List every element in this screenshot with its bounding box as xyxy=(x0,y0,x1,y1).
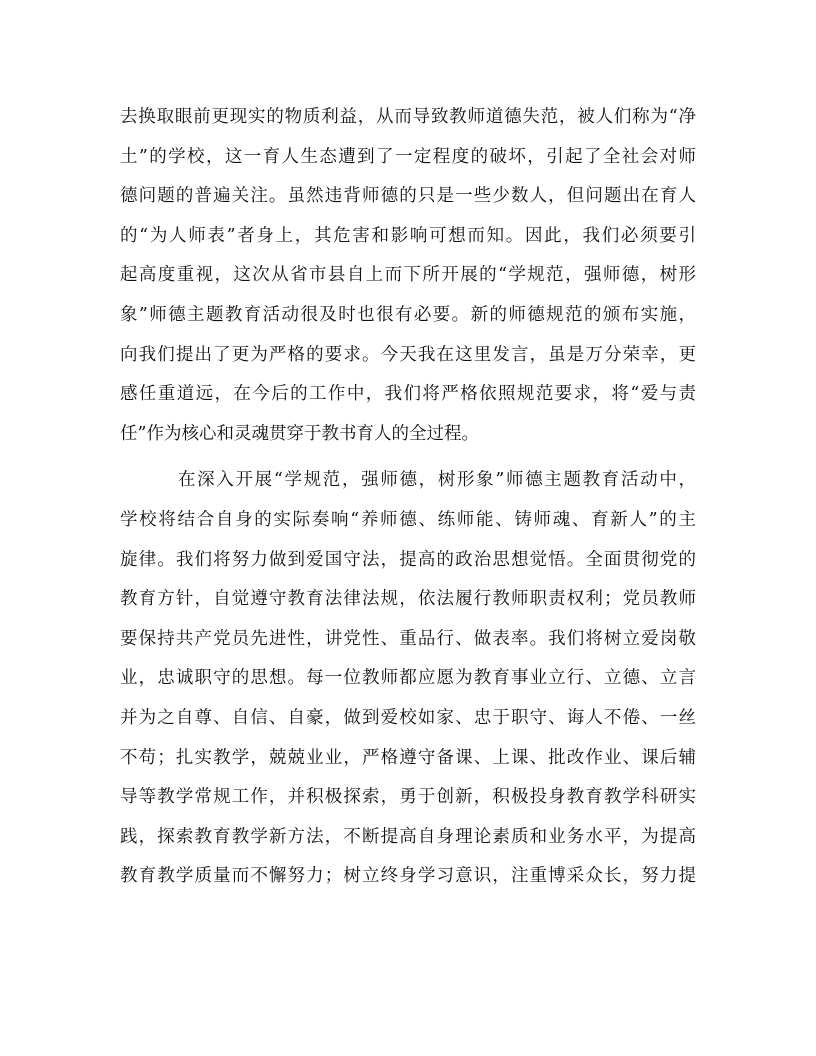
paragraph-1 xyxy=(120,98,696,454)
text-line: 向我们提出了更为严格的要求。今天我在这里发言，虽是万分荣幸，更 xyxy=(120,344,696,365)
text-line: 要保持共产党员先进性，讲党性、重品行、做表率。我们将树立爱岗敬 xyxy=(120,628,696,649)
text-line: 并为之自尊、自信、自豪，做到爱校如家、忠于职守、诲人不倦、一丝 xyxy=(120,707,696,728)
paragraph-2 xyxy=(120,461,696,897)
text-line: 去换取眼前更现实的物质利益，从而导致教师道德失范，被人们称为“净 xyxy=(120,107,696,127)
text-line: 践，探索教育教学新方法，不断提高自身理论素质和业务水平，为提高 xyxy=(120,826,696,847)
text-line: 学校将结合自身的实际奏响“养师德、练师能、铸师魂、育新人”的主 xyxy=(120,509,696,530)
text-line: 业，忠诚职守的思想。每一位教师都应愿为教育事业立行、立德、立言 xyxy=(120,668,696,689)
text-line: 德问题的普遍关注。虽然违背师德的只是一些少数人，但问题出在育人 xyxy=(120,186,696,207)
text-line: 的“为人师表”者身上，其危害和影响可想而知。因此，我们必须要引 xyxy=(120,225,696,246)
text-line: 任”作为核心和灵魂贯穿于教书育人的全过程。 xyxy=(120,423,479,444)
text-line: 教育教学质量而不懈努力；树立终身学习意识，注重博采众长，努力提 xyxy=(120,866,696,887)
body-text xyxy=(120,98,696,897)
text-line: 起高度重视，这次从省市县自上而下所开展的“学规范，强师德，树形 xyxy=(120,265,696,286)
text-line: 在深入开展“学规范，强师德，树形象”师德主题教育活动中， xyxy=(178,470,696,491)
text-line: 旋律。我们将努力做到爱国守法，提高的政治思想觉悟。全面贯彻党的 xyxy=(120,549,696,570)
text-line: 不苟；扎实教学，兢兢业业，严格遵守备课、上课、批改作业、课后辅 xyxy=(120,747,696,768)
text-line: 导等教学常规工作，并积极探索，勇于创新，积极投身教育教学科研实 xyxy=(120,787,696,808)
text-line: 感任重道远，在今后的工作中，我们将严格依照规范要求，将“爱与责 xyxy=(120,384,696,405)
text-line: 象”师德主题教育活动很及时也很有必要。新的师德规范的颁布实施， xyxy=(120,304,696,325)
text-line: 土”的学校，这一育人生态遭到了一定程度的破坏，引起了全社会对师 xyxy=(120,146,696,167)
paragraph-spacer xyxy=(120,454,696,461)
text-line: 教育方针，自觉遵守教育法律法规，依法履行教师职责权利；党员教师 xyxy=(120,589,696,610)
